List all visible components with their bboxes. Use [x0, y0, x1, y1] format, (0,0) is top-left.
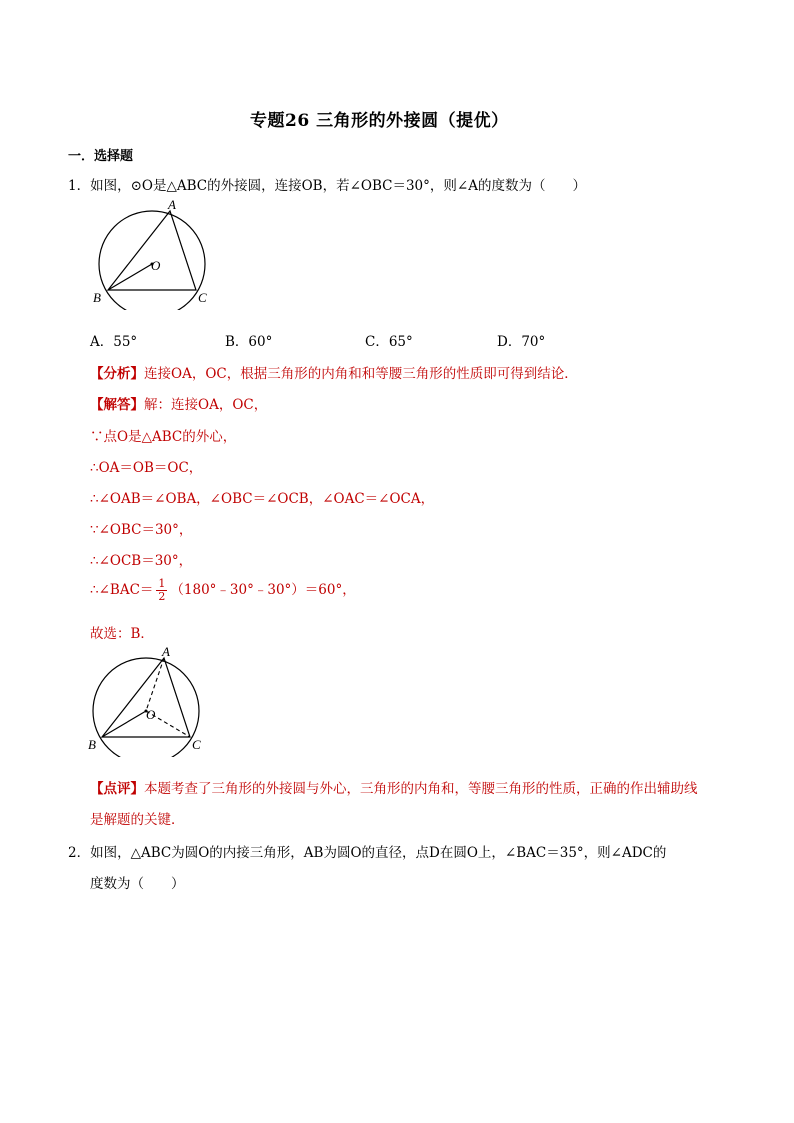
solution-tag: 【解答】	[90, 397, 144, 413]
label-c: C	[198, 290, 207, 305]
solution-line-2: ∵点O是△ABC的外心，	[90, 429, 237, 445]
comment-line-1	[90, 777, 698, 797]
option-a: A．55°	[90, 334, 138, 350]
fraction-prefix: ∴∠BAC＝	[90, 582, 154, 598]
solution-label-o: O	[146, 707, 156, 722]
page-title: 专题26 三角形的外接圆（提优）	[250, 111, 509, 131]
segment-ob	[108, 264, 152, 290]
solution-line-6: ∴∠OCB＝30°，	[90, 553, 193, 569]
fraction-suffix: （180°﹣30°﹣30°）＝60°，	[170, 582, 356, 598]
solution-label-a: A	[162, 645, 170, 659]
comment-text-1: 本题考查了三角形的外接圆与外心，三角形的内角和，等腰三角形的性质，正确的作出辅助线	[144, 781, 698, 797]
fraction-denominator: 2	[158, 590, 166, 603]
label-a: A	[168, 198, 176, 212]
solution-triangle-abc	[102, 658, 190, 737]
option-c: C．65°	[365, 334, 413, 350]
question-1-stem: 1．如图，⊙O是△ABC的外接圆，连接OB，若∠OBC＝30°，则∠A的度数为（ ）	[68, 178, 586, 194]
solution-line-7	[90, 578, 356, 603]
answer-line: 故选：B．	[90, 626, 154, 642]
analysis	[90, 362, 578, 382]
question-1-figure	[88, 198, 218, 310]
section-heading: 一．选择题	[68, 149, 134, 164]
question-2-stem-line-2: 度数为（ ）	[90, 876, 185, 892]
solution-line-3: ∴OA＝OB＝OC，	[90, 460, 203, 476]
triangle-abc	[108, 211, 196, 290]
solution-line-1	[90, 393, 267, 413]
solution-line-4: ∴∠OAB＝∠OBA，∠OBC＝∠OCB，∠OAC＝∠OCA，	[90, 491, 435, 507]
solution-segment-ob	[102, 711, 146, 737]
question-2-stem-line-1: 2．如图，△ABC为圆O的内接三角形，AB为圆O的直径，点D在圆O上，∠BAC＝35°，则∠ADC的	[68, 845, 667, 861]
solution-label-c: C	[192, 737, 201, 752]
solution-figure	[82, 645, 212, 757]
solution-text-1: 解：连接OA，OC，	[144, 397, 268, 413]
option-b: B．60°	[225, 334, 273, 350]
comment-line-2: 是解题的关键．	[90, 812, 185, 828]
label-o: O	[151, 258, 161, 273]
comment-tag: 【点评】	[90, 781, 144, 797]
analysis-tag: 【分析】	[90, 366, 144, 382]
fraction-numerator: 1	[158, 577, 166, 590]
label-b: B	[93, 290, 101, 305]
dashed-segment-oa	[146, 658, 164, 711]
option-d: D．70°	[497, 334, 546, 350]
solution-line-5: ∵∠OBC＝30°，	[90, 522, 193, 538]
fraction	[156, 578, 167, 603]
analysis-text: 连接OA，OC，根据三角形的内角和和等腰三角形的性质即可得到结论．	[144, 366, 578, 382]
solution-label-b: B	[88, 737, 96, 752]
